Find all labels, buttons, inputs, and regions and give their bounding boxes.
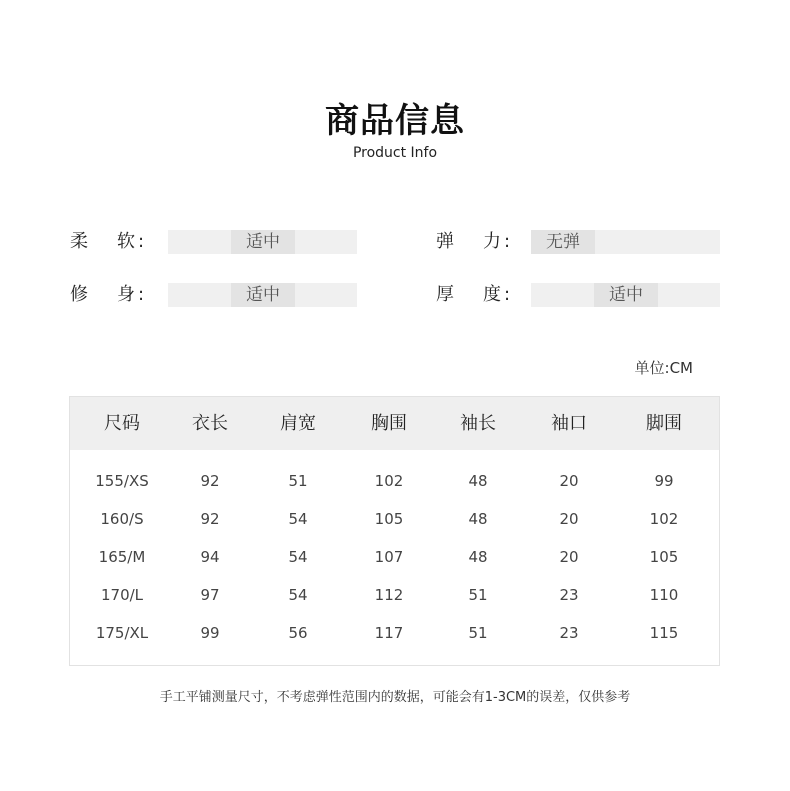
page-title: 商品信息 [325, 101, 465, 141]
table-cell: 54 [288, 548, 308, 566]
page-subtitle: Product Info [352, 145, 438, 161]
attr-label-char: 软 [117, 231, 135, 252]
table-cell: 51 [288, 472, 308, 490]
table-cell: 165/M [98, 548, 146, 566]
attr-label-colon: : [138, 231, 145, 252]
header-cell-sleeve-length: 袖长 [460, 413, 496, 434]
table-row [70, 538, 719, 576]
table-cell: 117 [374, 624, 404, 642]
attr-label-fit [70, 283, 160, 307]
table-cell: 48 [468, 472, 488, 490]
measurement-footnote: 手工平铺测量尺寸，不考虑弹性范围内的数据，可能会有1-3CM的误差，仅供参考 [159, 690, 631, 705]
table-cell: 20 [559, 548, 579, 566]
attr-value-thickness: 适中 [594, 283, 658, 307]
table-cell: 115 [649, 624, 679, 642]
table-cell: 107 [374, 548, 404, 566]
header-cell-hem: 脚围 [646, 413, 682, 434]
attr-scale-softness [168, 230, 357, 254]
attr-label-softness [70, 230, 160, 254]
table-row [70, 614, 719, 652]
table-cell: 170/L [100, 586, 144, 604]
table-cell: 175/XL [95, 624, 149, 642]
attr-value-softness: 适中 [231, 230, 295, 254]
table-cell: 105 [649, 548, 679, 566]
table-cell: 99 [654, 472, 674, 490]
attr-value-fit: 适中 [231, 283, 295, 307]
attr-value-elasticity: 无弹 [531, 230, 595, 254]
table-cell: 102 [649, 510, 679, 528]
table-cell: 51 [468, 624, 488, 642]
header-cell-size: 尺码 [104, 413, 140, 434]
header-cell-shoulder: 肩宽 [280, 413, 316, 434]
table-cell: 160/S [100, 510, 144, 528]
attr-label-thickness [436, 283, 526, 307]
table-cell: 97 [200, 586, 220, 604]
table-cell: 102 [374, 472, 404, 490]
table-cell: 94 [200, 548, 220, 566]
table-cell: 51 [468, 586, 488, 604]
table-cell: 54 [288, 586, 308, 604]
table-cell: 48 [468, 548, 488, 566]
table-cell: 105 [374, 510, 404, 528]
table-cell: 92 [200, 472, 220, 490]
unit-label: 单位:CM [634, 359, 693, 377]
table-cell: 56 [288, 624, 308, 642]
table-cell: 54 [288, 510, 308, 528]
attr-label-char: 柔 [70, 231, 88, 252]
attr-label-char: 厚 [436, 284, 454, 305]
table-cell: 48 [468, 510, 488, 528]
table-cell: 23 [559, 624, 579, 642]
attr-label-char: 身 [117, 284, 135, 305]
attr-scale-elasticity [531, 230, 720, 254]
attr-label-char: 修 [70, 284, 88, 305]
header-cell-cuff: 袖口 [551, 413, 587, 434]
attr-label-colon: : [138, 284, 145, 305]
attr-label-char: 力 [483, 231, 501, 252]
attr-label-colon: : [504, 284, 511, 305]
attr-label-char: 弹 [436, 231, 454, 252]
table-row [70, 462, 719, 500]
size-table [69, 396, 720, 666]
attr-scale-thickness [531, 283, 720, 307]
table-cell: 23 [559, 586, 579, 604]
attr-label-colon: : [504, 231, 511, 252]
table-cell: 155/XS [95, 472, 149, 490]
table-cell: 20 [559, 472, 579, 490]
table-cell: 99 [200, 624, 220, 642]
table-cell: 92 [200, 510, 220, 528]
table-row [70, 576, 719, 614]
size-table-header [70, 397, 719, 450]
table-cell: 20 [559, 510, 579, 528]
table-cell: 112 [374, 586, 404, 604]
header-cell-length: 衣长 [192, 413, 228, 434]
attr-scale-fit [168, 283, 357, 307]
attr-label-elasticity [436, 230, 526, 254]
table-row [70, 500, 719, 538]
header-cell-chest: 胸围 [371, 413, 407, 434]
table-cell: 110 [649, 586, 679, 604]
attr-label-char: 度 [483, 284, 501, 305]
